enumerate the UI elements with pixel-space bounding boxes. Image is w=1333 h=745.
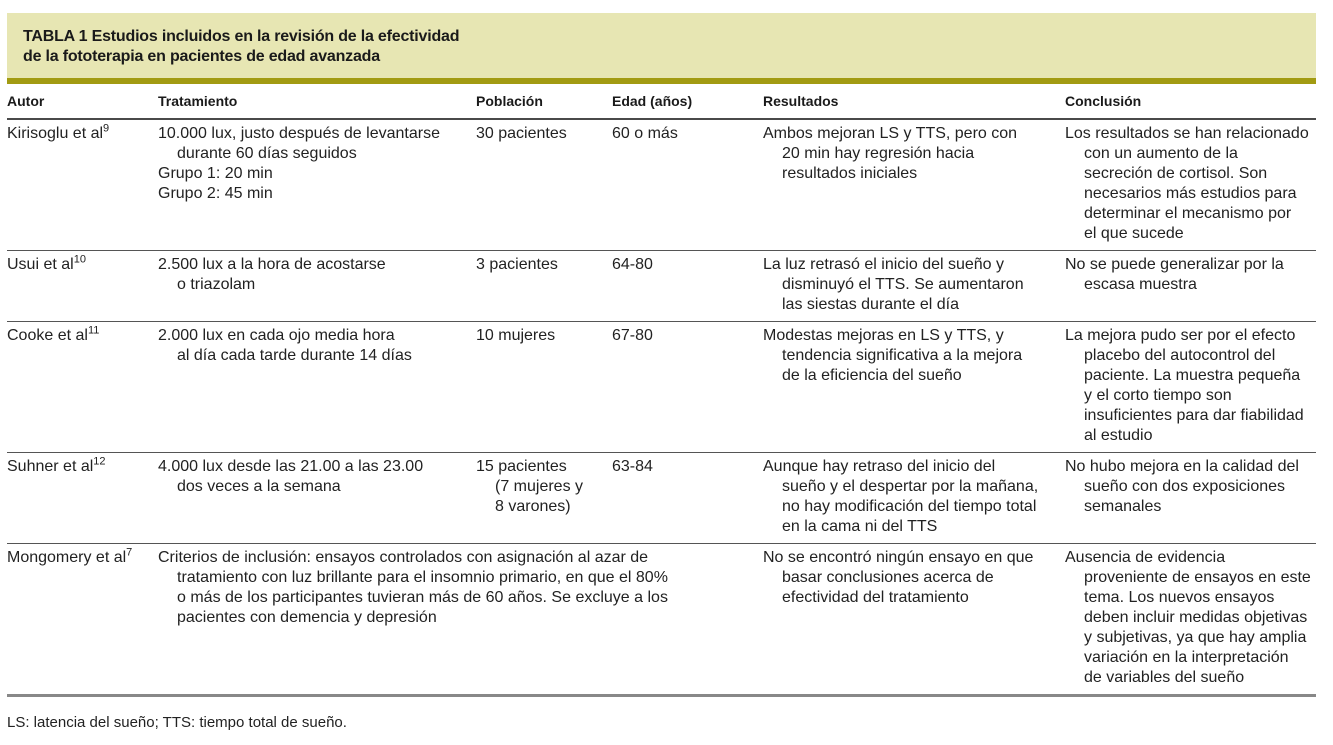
header-autor: Autor (7, 84, 158, 119)
text-line: Ambos mejoran LS y TTS, pero con (763, 125, 1018, 142)
text-line: al estudio (1084, 427, 1153, 444)
text-line: el que sucede (1084, 225, 1184, 242)
cell-edad: 63-84 (612, 453, 763, 544)
text-line: 2.000 lux en cada ojo media hora (158, 327, 395, 344)
text-line: tratamiento con luz brillante para el insomnio primario, en que el 80% (177, 569, 668, 586)
text-line: en la cama ni del TTS (782, 518, 938, 535)
cell-edad: 60 o más (612, 119, 763, 251)
text-line: con un aumento de la (1084, 145, 1238, 162)
text-line: 2.500 lux a la hora de acostarse (158, 256, 386, 273)
cell-edad: 67-80 (612, 322, 763, 453)
text-line: efectividad del tratamiento (782, 589, 969, 606)
text-line: Aunque hay retraso del inicio del (763, 458, 996, 475)
autor-name: Kirisoglu et al (7, 125, 104, 142)
text-line: deben incluir medidas objetivas (1084, 609, 1308, 626)
header-resultados: Resultados (763, 84, 1065, 119)
autor-name: Usui et al (7, 256, 74, 273)
text-line: basar conclusiones acerca de (782, 569, 994, 586)
text-line: o más de los participantes tuvieran más de 60 años. Se excluye a los (177, 589, 668, 606)
table-row (7, 119, 1316, 251)
text-line: 3 pacientes (476, 256, 558, 273)
text-line: pacientes con demencia y depresión (177, 609, 437, 626)
table-row (7, 453, 1316, 544)
table-row (7, 322, 1316, 453)
reference-number: 12 (93, 455, 106, 468)
cell-tratamiento (158, 453, 476, 544)
text-line: tendencia significativa a la mejora (782, 347, 1023, 364)
text-line: no hay modificación del tiempo total (782, 498, 1037, 515)
reference-number: 7 (126, 546, 133, 559)
text-line: La luz retrasó el inicio del sueño y (763, 256, 1005, 273)
text-line: escasa muestra (1084, 276, 1197, 293)
text-line: de la eficiencia del sueño (782, 367, 962, 384)
cell-conclusion (1065, 544, 1316, 696)
text-line: y subjetivas, ya que hay amplia (1084, 629, 1307, 646)
cell-tratamiento (158, 322, 476, 453)
cell-autor (7, 119, 158, 251)
text-line: resultados iniciales (782, 165, 918, 182)
cell-poblacion (476, 322, 612, 453)
text-line: 4.000 lux desde las 21.00 a las 23.00 (158, 458, 424, 475)
cell-poblacion (476, 119, 612, 251)
cell-conclusion (1065, 251, 1316, 322)
text-line: No se puede generalizar por la (1065, 256, 1284, 273)
text-line: durante 60 días seguidos (177, 145, 357, 162)
table-title-line-2: de la fototerapia en pacientes de edad avanzada (23, 48, 380, 65)
cell-resultados (763, 322, 1065, 453)
cell-conclusion (1065, 119, 1316, 251)
reference-number: 10 (73, 253, 86, 266)
cell-autor (7, 322, 158, 453)
table-footnote: LS: latencia del sueño; TTS: tiempo total de sueño. (7, 714, 347, 731)
header-edad: Edad (años) (612, 84, 763, 119)
text-line: de variables del sueño (1084, 669, 1245, 686)
studies-table (7, 84, 1316, 697)
reference-number: 9 (103, 122, 110, 135)
text-line: tema. Los nuevos ensayos (1084, 589, 1275, 606)
cell-poblacion (476, 453, 612, 544)
text-line: sueño y el despertar por la mañana, (782, 478, 1039, 495)
text-line: dos veces a la semana (177, 478, 341, 495)
cell-poblacion (476, 251, 612, 322)
autor-name: Cooke et al (7, 327, 88, 344)
text-line: paciente. La muestra pequeña (1084, 367, 1301, 384)
table-title-box (7, 13, 1316, 78)
header-tratamiento: Tratamiento (158, 84, 476, 119)
cell-tratamiento (158, 544, 763, 696)
cell-conclusion (1065, 322, 1316, 453)
cell-autor (7, 251, 158, 322)
table-row (7, 544, 1316, 696)
text-line: Los resultados se han relacionado (1065, 125, 1309, 142)
text-line: 8 varones) (495, 498, 571, 515)
cell-conclusion (1065, 453, 1316, 544)
text-line: No se encontró ningún ensayo en que (763, 549, 1034, 566)
autor-name: Mongomery et al (7, 549, 127, 566)
text-line: proveniente de ensayos en este (1084, 569, 1311, 586)
text-line: insuficientes para dar fiabilidad (1084, 407, 1304, 424)
text-line: semanales (1084, 498, 1162, 515)
text-line: al día cada tarde durante 14 días (177, 347, 412, 364)
header-poblacion: Población (476, 84, 612, 119)
cell-tratamiento (158, 251, 476, 322)
header-conclusion: Conclusión (1065, 84, 1316, 119)
cell-autor (7, 453, 158, 544)
text-line: placebo del autocontrol del (1084, 347, 1276, 364)
cell-resultados (763, 119, 1065, 251)
cell-edad: 64-80 (612, 251, 763, 322)
text-line: No hubo mejora en la calidad del (1065, 458, 1299, 475)
text-line: sueño con dos exposiciones (1084, 478, 1286, 495)
text-line: Grupo 1: 20 min (158, 165, 273, 182)
cell-autor (7, 544, 158, 696)
autor-name: Suhner et al (7, 458, 94, 475)
text-line: disminuyó el TTS. Se aumentaron (782, 276, 1024, 293)
text-line: 10 mujeres (476, 327, 556, 344)
text-line: secreción de cortisol. Son (1084, 165, 1268, 182)
text-line: 15 pacientes (476, 458, 567, 475)
text-line: 30 pacientes (476, 125, 567, 142)
text-line: La mejora pudo ser por el efecto (1065, 327, 1296, 344)
header-row (7, 84, 1316, 119)
text-line: (7 mujeres y (495, 478, 584, 495)
text-line: variación en la interpretación (1084, 649, 1289, 666)
reference-number: 11 (87, 324, 100, 337)
cell-resultados (763, 544, 1065, 696)
table-row (7, 251, 1316, 322)
table-title-line-1: TABLA 1 Estudios incluidos en la revisión de la efectividad (23, 28, 460, 45)
text-line: Ausencia de evidencia (1065, 549, 1226, 566)
text-line: necesarios más estudios para (1084, 185, 1297, 202)
text-line: las siestas durante el día (782, 296, 959, 313)
text-line: 20 min hay regresión hacia (782, 145, 975, 162)
cell-resultados (763, 251, 1065, 322)
cell-tratamiento (158, 119, 476, 251)
text-line: y el corto tiempo son (1084, 387, 1232, 404)
text-line: o triazolam (177, 276, 256, 293)
text-line: determinar el mecanismo por (1084, 205, 1292, 222)
text-line: Grupo 2: 45 min (158, 185, 273, 202)
text-line: Modestas mejoras en LS y TTS, y (763, 327, 1004, 344)
cell-resultados (763, 453, 1065, 544)
text-line: 10.000 lux, justo después de levantarse (158, 125, 440, 142)
text-line: Criterios de inclusión: ensayos controlados con asignación al azar de (158, 549, 649, 566)
